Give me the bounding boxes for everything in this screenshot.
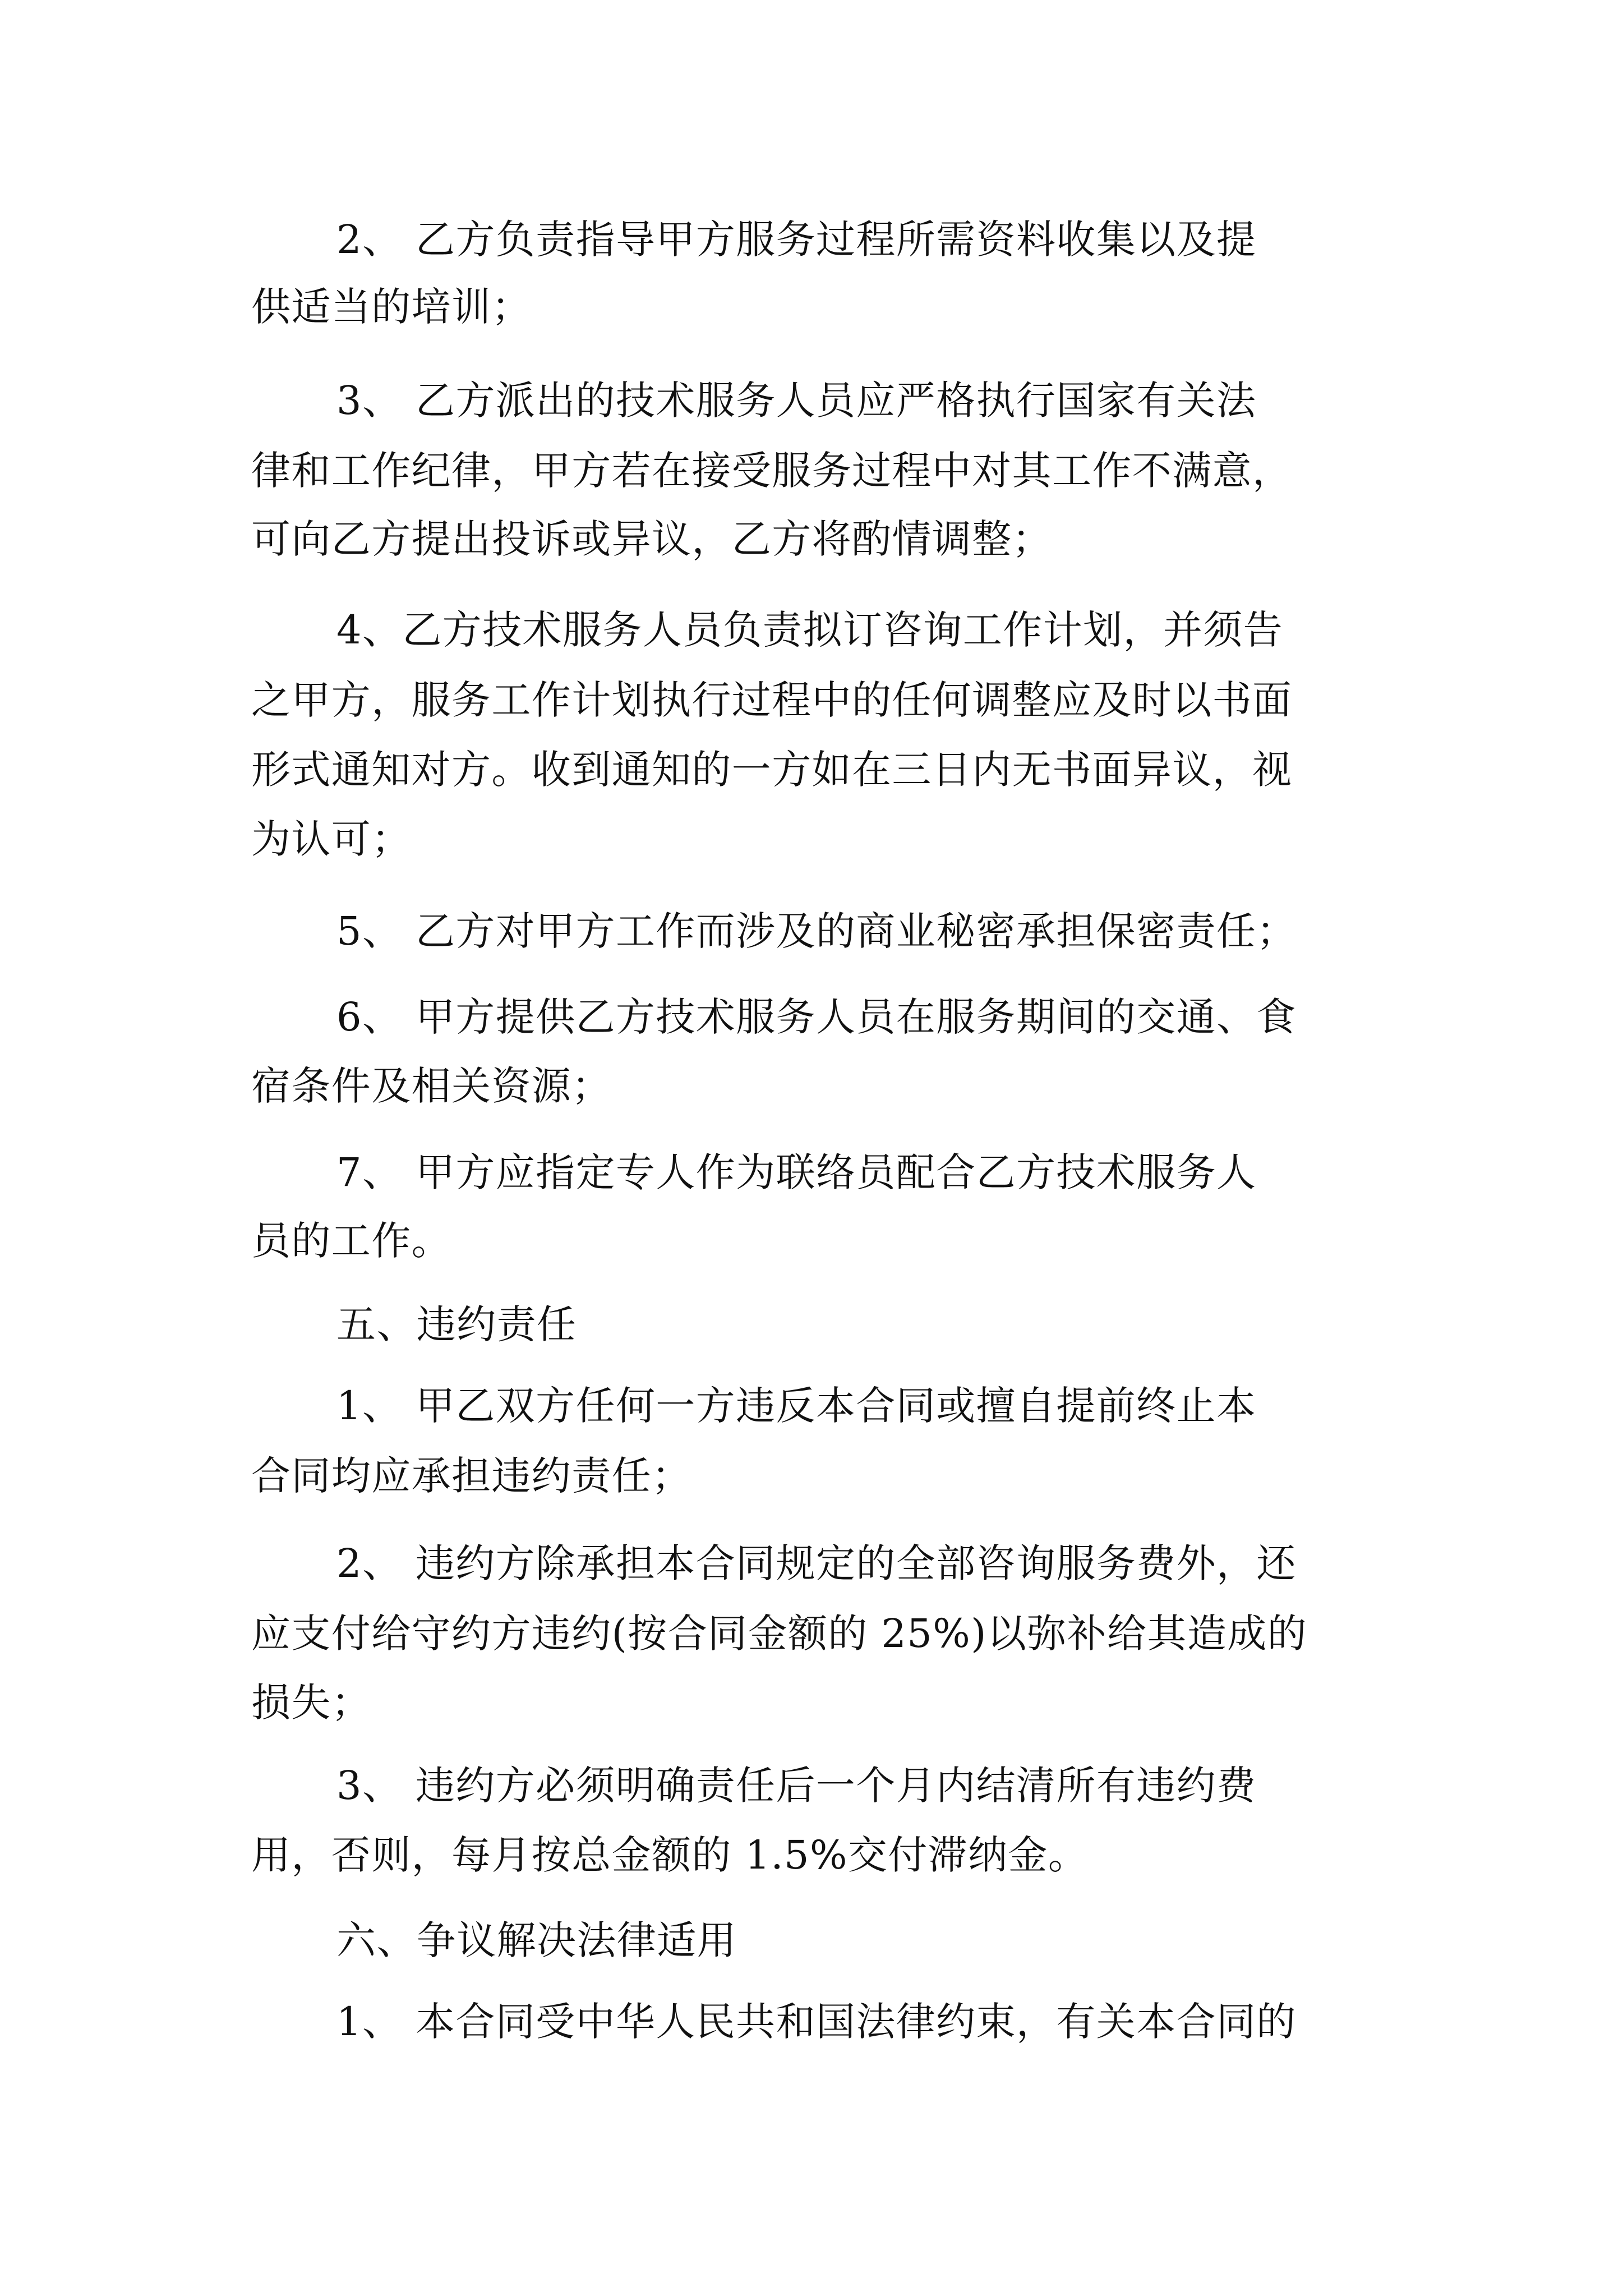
text-line: 宿条件及相关资源；	[251, 1063, 612, 1109]
text-line: 损失；	[251, 1680, 372, 1726]
text-line: 4、乙方技术服务人员负责拟订咨询工作计划，并须告	[336, 607, 1284, 653]
text-line: 3、 违约方必须明确责任后一个月内结清所有违约费	[336, 1763, 1257, 1809]
text-line: 2、 乙方负责指导甲方服务过程所需资料收集以及提	[336, 217, 1257, 263]
text-line: 形式通知对方。收到通知的一方如在三日内无书面异议，视	[251, 747, 1293, 793]
text-line: 合同均应承担违约责任；	[251, 1453, 692, 1499]
text-line: 律和工作纪律，甲方若在接受服务过程中对其工作不满意，	[251, 448, 1293, 494]
text-line: 6、 甲方提供乙方技术服务人员在服务期间的交通、食	[336, 994, 1297, 1040]
text-line: 7、 甲方应指定专人作为联络员配合乙方技术服务人	[336, 1149, 1257, 1195]
text-line: 供适当的培训；	[251, 284, 532, 330]
text-line: 可向乙方提出投诉或异议，乙方将酌情调整；	[251, 516, 1052, 562]
text-line: 用，否则，每月按总金额的 1.5%交付滞纳金。	[251, 1832, 1089, 1878]
text-line: 之甲方，服务工作计划执行过程中的任何调整应及时以书面	[251, 677, 1293, 723]
text-line: 1、 本合同受中华人民共和国法律约束，有关本合同的	[336, 1999, 1297, 2045]
text-line: 3、 乙方派出的技术服务人员应严格执行国家有关法	[336, 378, 1257, 424]
text-line: 为认可；	[251, 816, 412, 862]
section-heading: 五、违约责任	[336, 1301, 577, 1347]
text-line: 1、 甲乙双方任何一方违反本合同或擅自提前终止本	[336, 1383, 1257, 1429]
text-line: 5、 乙方对甲方工作而涉及的商业秘密承担保密责任；	[336, 908, 1297, 954]
text-line: 员的工作。	[251, 1218, 451, 1264]
text-line: 应支付给守约方违约(按合同金额的 25%)以弥补给其造成的	[251, 1611, 1308, 1657]
text-line: 2、 违约方除承担本合同规定的全部咨询服务费外，还	[336, 1540, 1297, 1586]
section-heading: 六、争议解决法律适用	[336, 1917, 737, 1963]
